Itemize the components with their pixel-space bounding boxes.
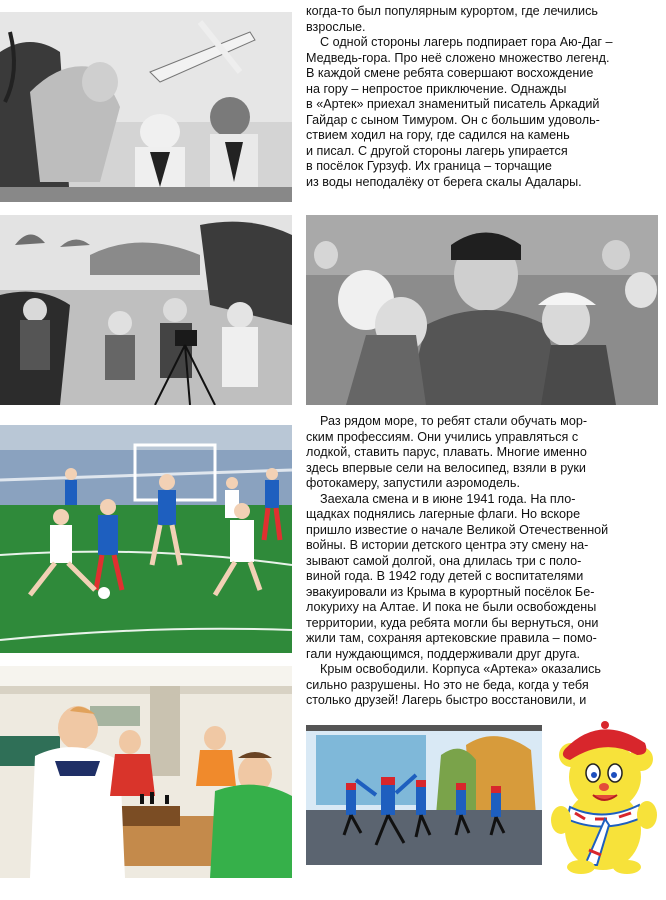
text-line: фотокамеру, запустили аэромодель. bbox=[306, 476, 520, 490]
paragraph bbox=[306, 4, 658, 35]
photo-sea-camera bbox=[0, 215, 292, 405]
text-line: из воды неподалёку от берега скалы Адалары. bbox=[306, 174, 582, 189]
text-line: в посёлок Гурзуф. Их граница – торчащие bbox=[306, 159, 552, 173]
photo-gaidar-children bbox=[306, 215, 658, 405]
text-line: когда-то был популярным курортом, где лечились bbox=[306, 4, 598, 18]
text-line: здесь впервые сели на велосипед, взяли в руки bbox=[306, 460, 586, 475]
bear-mascot bbox=[545, 715, 663, 875]
text-line: Крым освободили. Корпуса «Артека» оказались bbox=[320, 662, 601, 676]
text-line: эвакуировали из Крыма в курортный посёлок Бе- bbox=[306, 584, 595, 599]
text-line: ским профессиям. Они учились управляться с bbox=[306, 429, 579, 444]
chess-photo-icon bbox=[0, 666, 292, 878]
paragraph bbox=[306, 662, 658, 709]
paragraph bbox=[306, 492, 658, 663]
text-line: Медведь-гора. Про неё сложено множество легенд. bbox=[306, 50, 610, 65]
text-line: пришло известие о начале Великой Отечественной bbox=[306, 522, 609, 537]
text-line: Раз рядом море, то ребят стали обучать мор- bbox=[320, 414, 588, 428]
photo-statue-children bbox=[0, 12, 292, 202]
text-line: Заехала смена и в июне 1941 года. На пло- bbox=[320, 491, 576, 506]
text-line: В каждой смене ребята совершают восхождение bbox=[306, 66, 594, 80]
photo-football bbox=[0, 425, 292, 653]
gaidar-children-photo-icon bbox=[306, 215, 658, 405]
text-line: С одной стороны лагерь подпирает гора Аю-Даг – bbox=[320, 35, 613, 49]
text-line: ствием ходил на гору, где садился на камень bbox=[306, 128, 570, 142]
children-statue-photo-icon bbox=[0, 12, 292, 202]
text-line: виной года. В 1942 году детей с воспитателями bbox=[306, 569, 584, 583]
text-line: в «Артек» приехал знаменитый писатель Аркадий bbox=[306, 97, 600, 111]
text-line: Гайдар с сыном Тимуром. Он с большим удоволь- bbox=[306, 112, 600, 127]
text-line: территории, куда ребята могли бы вернуться, они bbox=[306, 615, 599, 630]
text-line: и писал. С другой стороны лагерь упирается bbox=[306, 143, 568, 158]
photo-chess bbox=[0, 666, 292, 878]
text-line: взрослые. bbox=[306, 19, 366, 34]
text-line: лодкой, ставить парус, плавать. Многие именно bbox=[306, 445, 587, 459]
text-middle bbox=[306, 414, 658, 709]
text-line: гали нуждающимся, поддерживали друг друга. bbox=[306, 646, 581, 661]
paragraph bbox=[306, 35, 658, 190]
paragraph bbox=[306, 414, 658, 492]
football-photo-icon bbox=[0, 425, 292, 653]
text-line: щадках поднялись лагерные флаги. Но вскоре bbox=[306, 507, 581, 521]
text-line: зывают самой долгой, она длилась три с поло- bbox=[306, 553, 582, 568]
text-line: локуриху на Алтае. И пока не были освобождены bbox=[306, 600, 597, 614]
text-line: на гору – непростое приключение. Однажды bbox=[306, 81, 567, 96]
text-line: жили там, сохраняя артековские правила – помо- bbox=[306, 631, 597, 645]
sea-camera-photo-icon bbox=[0, 215, 292, 405]
bear-mascot-icon bbox=[545, 715, 663, 875]
text-top bbox=[306, 4, 658, 190]
text-line: войны. В истории детского центра эту смену на- bbox=[306, 538, 589, 552]
dance-stage-photo-icon bbox=[306, 725, 542, 865]
text-line: сильно разрушены. Но это не беда, когда у тебя bbox=[306, 677, 589, 692]
text-line: столько друзей! Лагерь быстро восстановили, и bbox=[306, 693, 587, 707]
photo-dance-stage bbox=[306, 725, 542, 865]
